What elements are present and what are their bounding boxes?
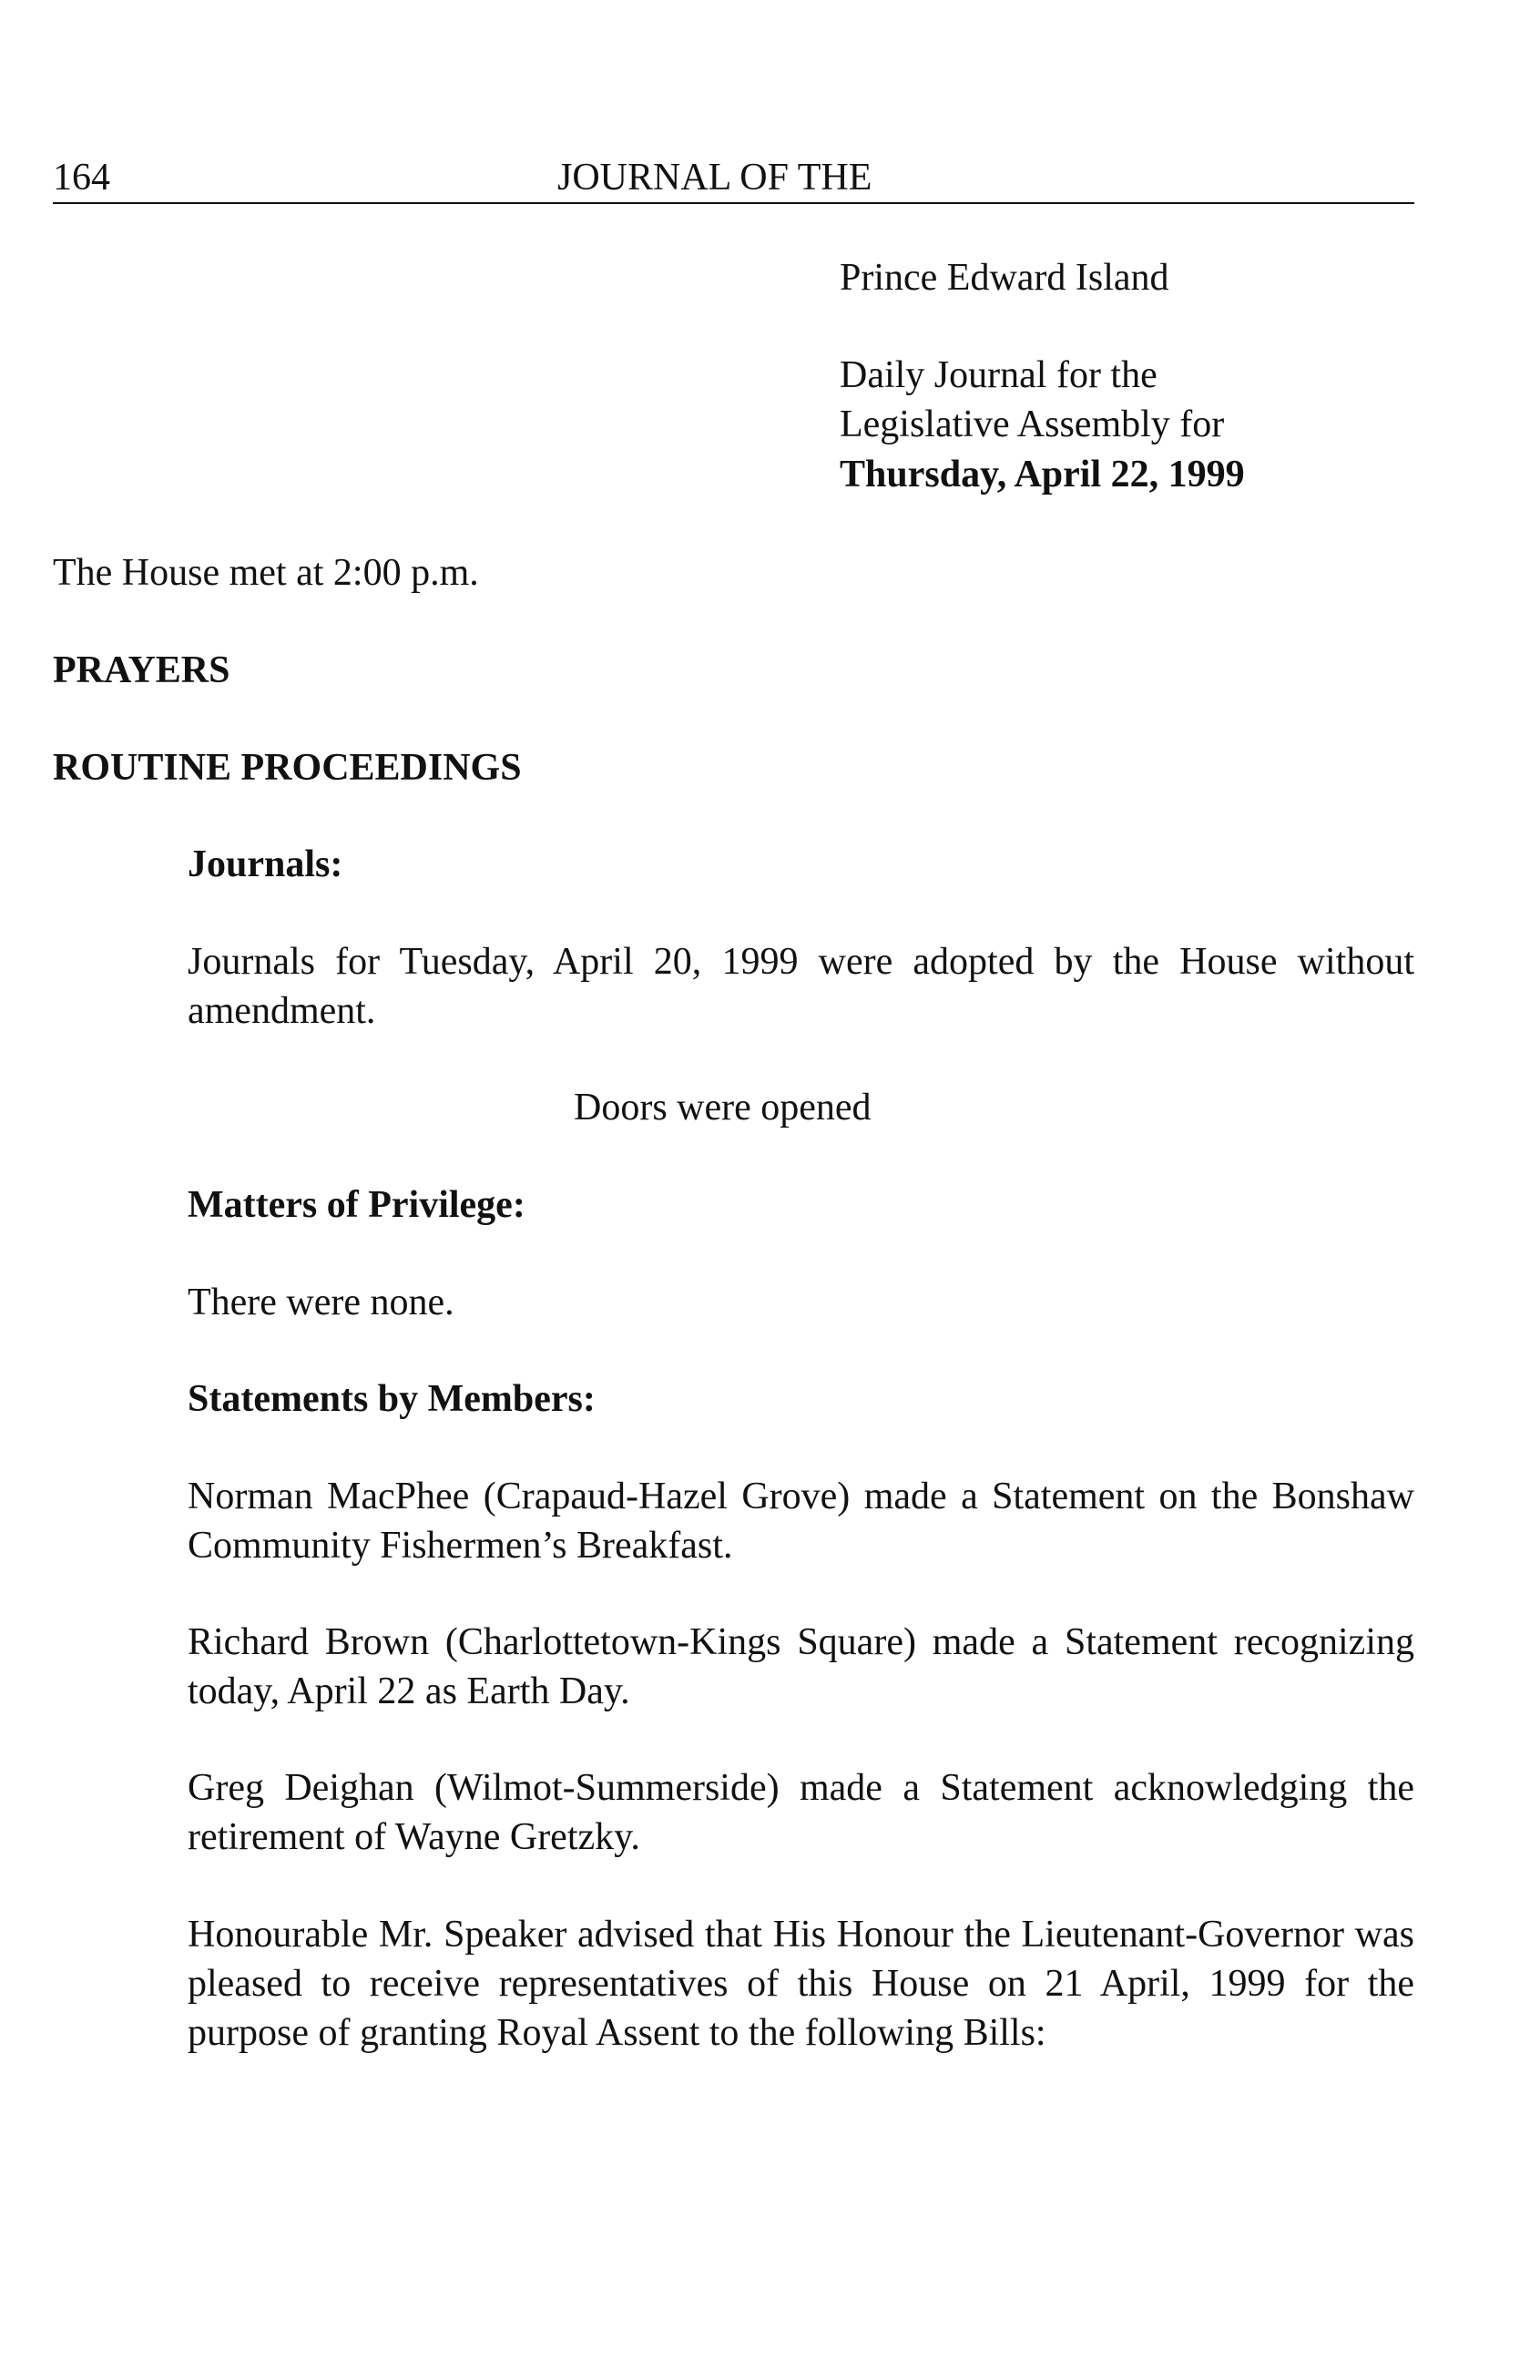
doors-opened-note: Doors were opened [574, 1087, 872, 1129]
journals-adoption-text: Journals for Tuesday, April 20, 1999 were adopted by the House without amendment. [188, 941, 1414, 1032]
prayers-heading: PRAYERS [53, 649, 230, 691]
page-number: 164 [53, 157, 110, 199]
routine-proceedings-heading: ROUTINE PROCEEDINGS [53, 747, 522, 789]
province-name: Prince Edward Island [840, 257, 1169, 299]
statement-item: Greg Deighan (Wilmot-Summerside) made a Statement acknowledging the retirement of Wayne Gretzky. [188, 1767, 1414, 1858]
sitting-date: Thursday, April 22, 1999 [840, 454, 1245, 495]
header-rule [53, 202, 1414, 204]
statements-heading: Statements by Members: [188, 1378, 596, 1420]
privilege-heading: Matters of Privilege: [188, 1184, 525, 1226]
house-met-time: The House met at 2:00 p.m. [53, 552, 479, 594]
running-title: JOURNAL OF THE [557, 157, 872, 199]
journals-heading: Journals: [188, 843, 343, 885]
journal-title-line-2: Legislative Assembly for [840, 403, 1225, 445]
royal-assent-text: Honourable Mr. Speaker advised that His Honour the Lieutenant-Governor was pleased to receive representatives of this House on 21 April, 1999 for the purpose of granting Royal Assent to the following Bills: [188, 1914, 1414, 2054]
journal-title-line-1: Daily Journal for the [840, 354, 1158, 396]
privilege-text: There were none. [188, 1282, 454, 1323]
statement-item: Norman MacPhee (Crapaud-Hazel Grove) made a Statement on the Bonshaw Community Fishermen’s Breakfast. [188, 1476, 1414, 1567]
statement-item: Richard Brown (Charlottetown-Kings Square) made a Statement recognizing today, April 22 as Earth Day. [188, 1621, 1414, 1712]
